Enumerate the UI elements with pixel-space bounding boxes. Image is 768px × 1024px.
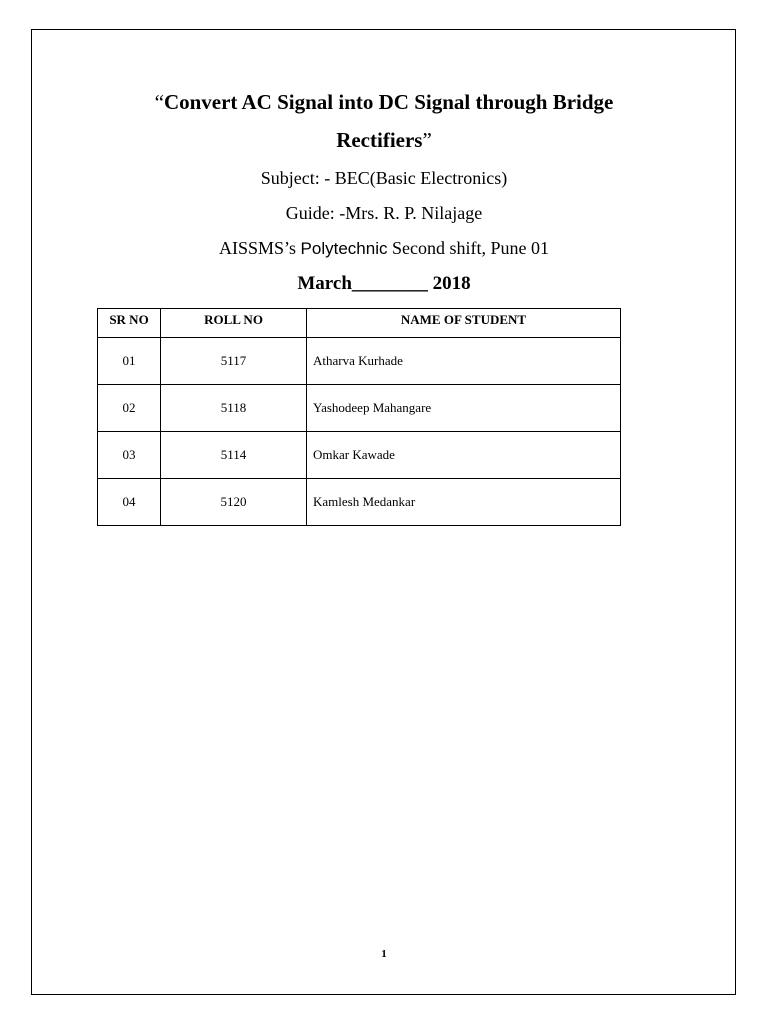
cell-student-name: Atharva Kurhade [307, 338, 621, 385]
table-row [98, 479, 621, 526]
cell-student-name: Kamlesh Medankar [307, 479, 621, 526]
student-table [97, 308, 621, 526]
cell-roll-no: 5118 [161, 385, 307, 432]
table-row [98, 338, 621, 385]
cell-roll-no: 5117 [161, 338, 307, 385]
cell-roll-no: 5120 [161, 479, 307, 526]
subject-line: Subject: - BEC(Basic Electronics) [260, 168, 508, 188]
college-name: Polytechnic [300, 239, 388, 258]
page-number: 1 [381, 948, 387, 960]
cell-student-name: Omkar Kawade [307, 432, 621, 479]
table-row [98, 385, 621, 432]
title-close-quote: ” [422, 128, 432, 152]
cell-sr-no: 02 [98, 385, 161, 432]
cell-roll-no: 5114 [161, 432, 307, 479]
header-student-name: NAME OF STUDENT [307, 309, 621, 338]
guide-line: Guide: -Mrs. R. P. Nilajage [285, 203, 483, 223]
header-roll-no: ROLL NO [161, 309, 307, 338]
title-open-quote: “ [154, 90, 164, 114]
cell-sr-no: 01 [98, 338, 161, 385]
cell-sr-no: 04 [98, 479, 161, 526]
project-title-text-1: Convert AC Signal into DC Signal through Bridge [163, 90, 614, 114]
project-title-line-2 [60, 130, 708, 151]
table-header-row [98, 309, 621, 338]
project-title-text-2: Rectifiers [336, 128, 423, 152]
header-sr-no: SR NO [98, 309, 161, 338]
college-prefix: AISSMS’s [219, 238, 301, 258]
table-row [98, 432, 621, 479]
submission-date: March________ 2018 [297, 273, 471, 294]
cell-sr-no: 03 [98, 432, 161, 479]
cell-student-name: Yashodeep Mahangare [307, 385, 621, 432]
college-suffix: Second shift, Pune 01 [387, 238, 549, 258]
project-title-line-1 [60, 92, 708, 113]
college-line [60, 239, 708, 257]
